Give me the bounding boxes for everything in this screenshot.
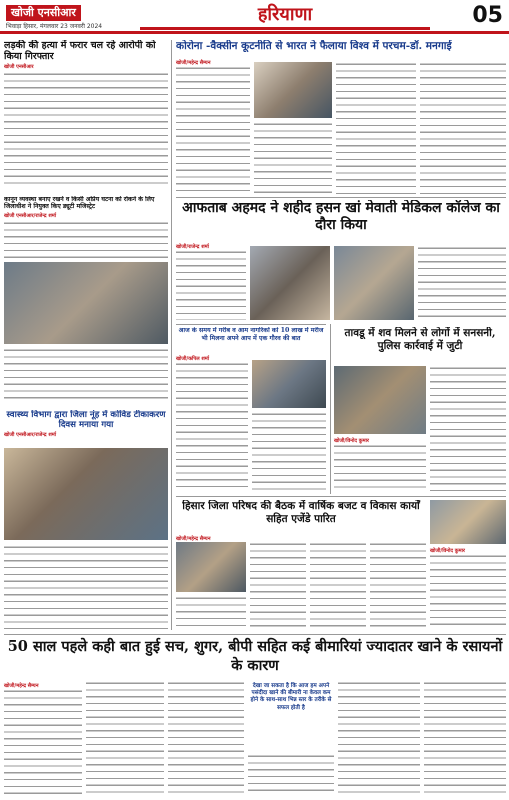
side-photo [430,500,506,544]
story-aam-col1 [176,362,248,492]
masthead-dateline: भिवाड़ा हिसार, मंगलवार 23 जनवरी 2024 [6,23,103,30]
byline: खोजी/विनोद कुमार [430,548,465,554]
byline: खोजी/कपिल शर्मा [176,356,210,362]
column-divider [330,324,331,494]
section-title: हरियाणा [257,4,313,25]
caption-body [4,348,168,404]
byline: खोजी/महेन्द्र सैम्यन [4,683,39,689]
story-aftab-col1 [176,250,246,320]
pullquote: देखा जा सकता है कि आज हम अपने पसंदीदा खाने की बीमारी ना केवल कम होने के साथ-साथ भिन्न स्तर के तरीके से सफल होती है [248,682,334,752]
byline: खोजी/महेन्द्र सैम्यन [176,536,211,542]
meeting-photo [4,262,168,344]
story-corona-col1 [176,66,250,194]
story-body [4,545,168,629]
section-rule [176,324,326,325]
headline: कोरोना -वैक्सीन कूटनीति से भारत ने फैलाया विश्व में परचम-डॉ. मनगाई [176,40,452,52]
story-bottom-col1 [4,689,82,795]
story-hisar-col3 [310,542,366,630]
visit-photo-2 [334,246,414,320]
story-bottom-headline [4,637,506,679]
story-corona-headline [176,40,506,58]
byline: खोजी/राजेन्द्र शर्मा [176,244,209,250]
story-body [4,221,168,261]
story-aftab-headline [176,200,506,240]
story-taau-headline [334,327,506,363]
headline: लड़की की हत्या में फरार चल रहे आरोपी को किया गिरफ्तार [4,40,156,62]
story-right-col-body [430,554,506,630]
story-hisar-col1 [176,596,246,630]
speaker-photo [254,62,332,118]
story-aftab-col4 [418,246,506,320]
hospital-photo [252,360,326,408]
story-hisar-headline [176,500,426,534]
masthead-rule [140,27,430,30]
story-corona-col4 [420,62,506,194]
headline: तावडू में शव मिलने से लोगों में सनसनी, पुलिस कार्रवाई में जुटी [344,327,496,352]
story-bottom-col5 [338,681,420,795]
column-divider [171,40,172,630]
byline: खोजी एनसीआर/राजेन्द्र शर्मा [4,212,57,219]
headline: आज के समय में गरीब व आम नागरिकों को 10 लाख में मरीज भी मिलना अपने आप में एक गौरव की बात [178,327,324,342]
story-corona-col2 [254,122,332,194]
headline: आफताब अहमद ने शहीद हसन खां मेवाती मेडिकल कॉलेज का दौरा किया [182,200,500,233]
brand-logo: खोजी एनसीआर [6,5,81,21]
byline: खोजी एनसीआर/राजेन्द्र शर्मा [4,432,57,438]
byline: खोजी एनसीआर [4,64,34,70]
page-number: 05 [472,3,503,28]
section-rule [4,634,506,635]
story-hisar-col4 [370,542,426,630]
byline: खोजी/महेन्द्र सैम्यन [176,60,211,66]
headline: कानून व्यवस्था बनाए रखने व किसी अप्रिय घटना को रोकने के लिए जिलाधीश ने नियुक्त किए ड्यूटी मजिस्ट्रेट [4,196,155,211]
story-taau-col2 [430,366,506,492]
story-hisar-col2 [250,542,306,630]
story-bottom-col6 [424,681,506,795]
headline: 50 साल पहले कही बात हुई सच, शुगर, बीपी सहित कई बीमारियां ज्यादातर खाने के रसायनों के कारण [7,638,503,674]
story-bottom-col2 [86,681,164,795]
story-body [4,72,168,184]
visit-photo-1 [250,246,330,320]
story-bottom-col4-lower [248,754,334,795]
story-left-top [4,40,168,190]
story-bottom-col3 [168,681,244,795]
vaccination-photo [4,448,168,540]
headline: हिसार जिला परिषद की बैठक में वार्षिक बजट व विकास कार्यों सहित एजेंडे पारित [182,500,420,525]
headline: स्वास्थ्य विभाग द्वारा जिला नूंह में कोविड टीकाकरण दिवस मनाया गया [6,410,166,430]
crowd-photo [334,366,426,434]
story-aam-headline [176,327,326,355]
story-aam-col2 [252,412,326,492]
section-rule [176,496,506,497]
story-corona-col3 [336,62,416,194]
section-rule [176,197,506,198]
council-photo [176,542,246,592]
story-taau-col1 [334,444,426,492]
byline: खोजी/विनोद कुमार [334,438,369,444]
